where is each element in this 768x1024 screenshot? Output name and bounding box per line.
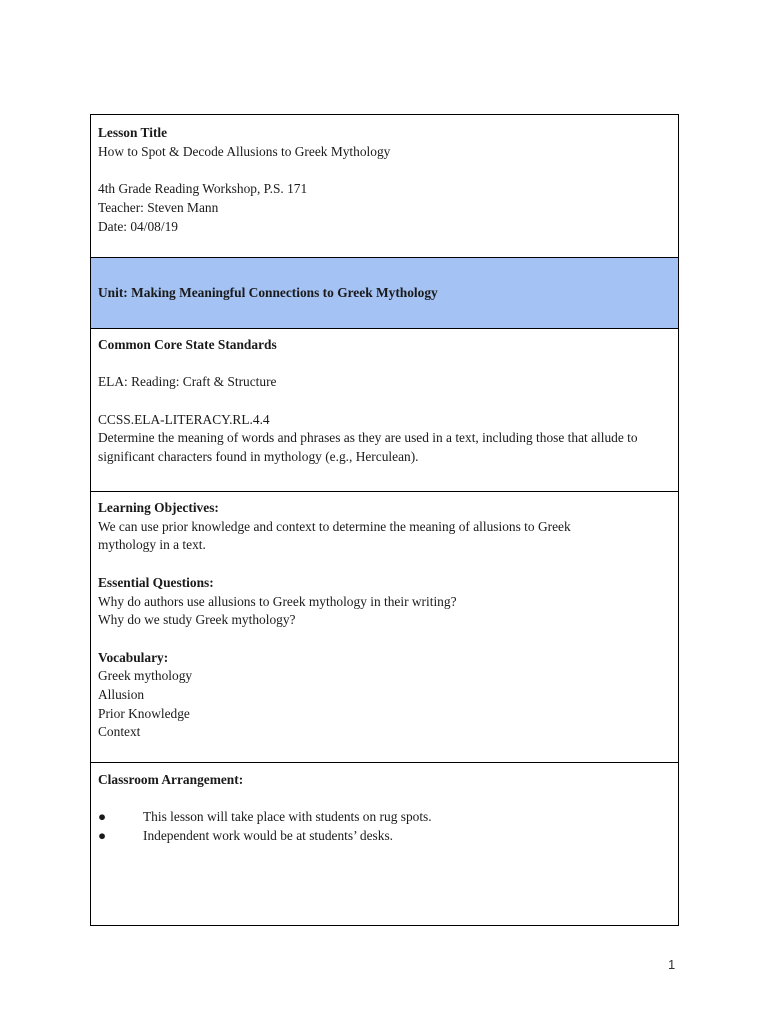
bullet-icon: ● [98,809,107,825]
vocabulary-item: Prior Knowledge [98,705,190,721]
vocabulary-item: Context [98,724,141,740]
objectives-text-line-1: We can use prior knowledge and context to determine the meaning of allusions to Greek [98,518,571,534]
standards-description: Determine the meaning of words and phrases as they are used in a text, including those that allude to significant characters found in mythology (e.g., Herculean). [98,430,638,465]
bullet-icon: ● [98,828,107,844]
question-item: Why do we study Greek mythology? [98,612,296,628]
objectives-heading: Learning Objectives: [98,500,219,515]
arrangement-item-text: This lesson will take place with students on rug spots. [143,809,432,825]
list-item [98,827,671,846]
list-item [98,808,671,827]
vocabulary-item: Allusion [98,687,145,702]
arrangement-heading: Classroom Arrangement: [98,772,244,787]
standards-strand: ELA: Reading: Craft & Structure [98,374,277,390]
lesson-date: Date: 04/08/19 [98,218,178,234]
vocabulary-item: Greek mythology [98,668,193,684]
lesson-course: 4th Grade Reading Workshop, P.S. 171 [98,181,308,197]
arrangement-cell [91,763,678,925]
questions-heading: Essential Questions: [98,574,214,590]
lesson-plan-table [90,114,679,926]
lesson-title-cell [91,115,678,258]
page-number: 1 [668,957,676,972]
lesson-teacher: Teacher: Steven Mann [98,199,219,215]
standards-cell [91,329,678,492]
vocabulary-heading: Vocabulary: [98,649,169,665]
unit-cell [91,258,678,329]
lesson-title: How to Spot & Decode Allusions to Greek Mythology [98,143,391,159]
objectives-text-line-2: mythology in a text. [98,537,206,553]
standards-heading: Common Core State Standards [98,337,277,352]
objectives-cell [91,492,678,763]
arrangement-list [98,808,671,845]
unit-label: Unit: Making Meaningful Connections to Greek Mythology [98,284,438,300]
question-item: Why do authors use allusions to Greek mythology in their writing? [98,593,457,609]
standards-code: CCSS.ELA-LITERACY.RL.4.4 [98,411,270,427]
arrangement-item-text: Independent work would be at students’ desks. [143,828,394,844]
lesson-title-label: Lesson Title [98,125,168,140]
